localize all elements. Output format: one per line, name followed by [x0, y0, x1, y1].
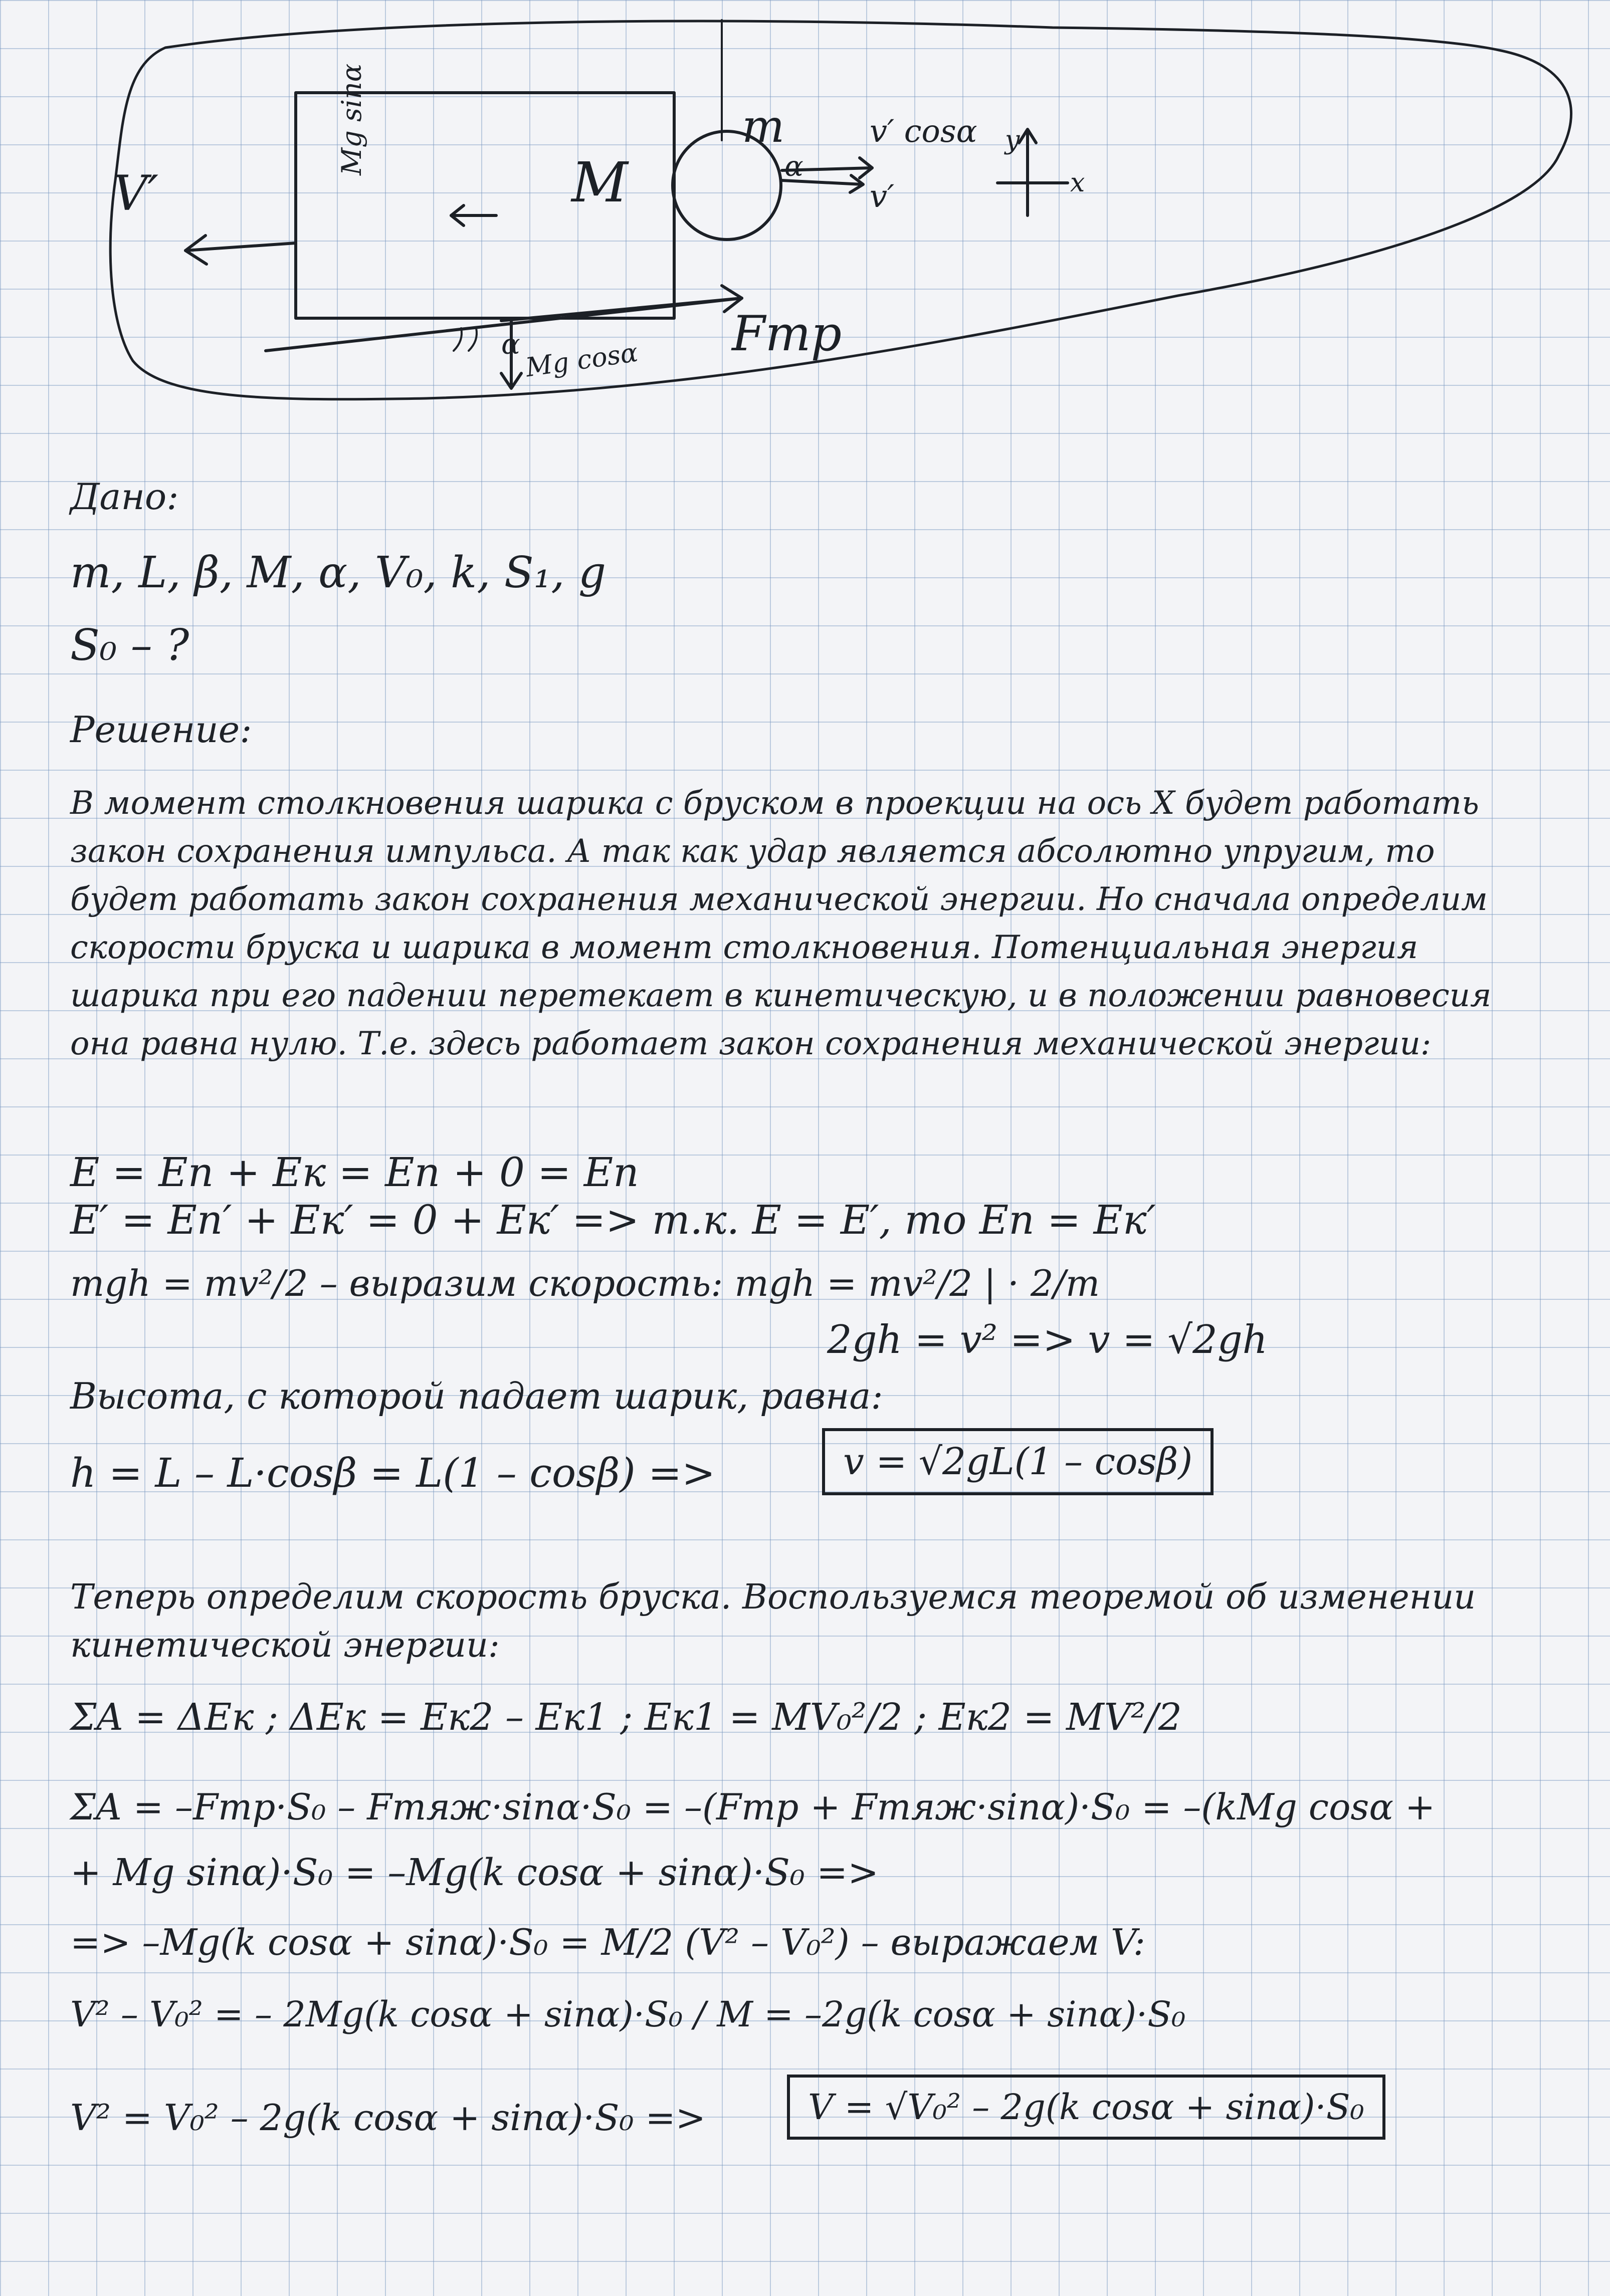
- result-block-speed: V = √V₀² – 2g(k cosα + sinα)·S₀: [787, 2075, 1385, 2140]
- solution-paragraph-1: В момент столкновения шарика с бруском в проекции на ось X будет работать закон сохранения импульса. А так как удар является абсолютно упругим, то будет работать закон сохранения механической энергии. Но сначала определим скорости бруска и шарика в момент столкновения. Потенциальная энергия шарика при его падении перетекает в кинетическую, и в положении равновесия она равна нулю. Т.е. здесь работает закон сохранения механической энергии:: [70, 785, 1492, 1062]
- equation-speed: 2gh = v² => v = √2gh: [827, 1317, 1268, 1362]
- velocity-block-arrow: [185, 243, 296, 251]
- label-gravity-parallel: Mg sinα: [336, 63, 367, 175]
- label-friction: Fтр: [732, 306, 842, 362]
- label-block-mass: M: [571, 150, 628, 214]
- equation-energy-2: E′ = Eп′ + Eк′ = 0 + Eк′ => т.к. E = E′, то Eп = Eк′: [70, 1197, 1156, 1243]
- equation-work-energy: ΣA = ΔEк ; ΔEк = Eк2 – Eк1 ; Eк1 = MV₀²/2 ; Eк2 = MV²/2: [70, 1696, 1182, 1739]
- equation-express-v: => –Mg(k cosα + sinα)·S₀ = M/2 (V² – V₀²) – выражаем V:: [70, 1921, 1146, 1963]
- label-axis-y: y: [1005, 125, 1020, 155]
- equation-height: h = L – L·cosβ = L(1 – cosβ) =>: [70, 1450, 716, 1496]
- label-ball-velocity: v′: [870, 178, 895, 214]
- equation-energy-1: E = Eп + Eк = Eп + 0 = Eп: [70, 1149, 639, 1196]
- label-axis-x: x: [1070, 168, 1085, 198]
- label-angle-ball: α: [784, 150, 803, 183]
- label-gravity-normal: Mg cosα: [524, 337, 640, 383]
- equation-v-squared: V² = V₀² – 2g(k cosα + sinα)·S₀ =>: [70, 2097, 706, 2139]
- equation-work-sum-cont: + Mg sinα)·S₀ = –Mg(k cosα + sinα)·S₀ =>: [70, 1851, 879, 1894]
- label-velocity-block: V′: [113, 165, 159, 221]
- equation-work-sum: ΣA = –Fтр·S₀ – Fтяж·sinα·S₀ = –(Fтр + Fтяж·sinα)·S₀ = –(kMg cosα +: [70, 1786, 1436, 1828]
- height-text: Высота, с которой падает шарик, равна:: [70, 1375, 883, 1417]
- solution-paragraph-2: Теперь определим скорость бруска. Воспользуемся теоремой об изменении кинетической энергии:: [70, 1577, 1476, 1665]
- label-ball-velocity-x: v′ cosα: [870, 113, 977, 149]
- equation-mgh: mgh = mv²/2 – выразим скорость: mgh = mv²/2 | · 2/m: [70, 1262, 1100, 1304]
- label-angle-incline: α: [501, 328, 520, 361]
- solution-title: Решение:: [70, 709, 252, 751]
- given-unknown: S₀ – ?: [70, 620, 189, 670]
- result-ball-speed: v = √2gL(1 – cosβ): [822, 1428, 1214, 1495]
- label-ball-mass: m: [742, 100, 785, 153]
- angle-arc: [454, 328, 477, 351]
- given-values: m, L, β, M, α, V₀, k, S₁, g: [70, 548, 607, 598]
- given-title: Дано:: [70, 476, 179, 518]
- equation-v-diff: V² – V₀² = – 2Mg(k cosα + sinα)·S₀ / M = –2g(k cosα + sinα)·S₀: [70, 1994, 1186, 2035]
- physics-diagram: [0, 0, 1610, 451]
